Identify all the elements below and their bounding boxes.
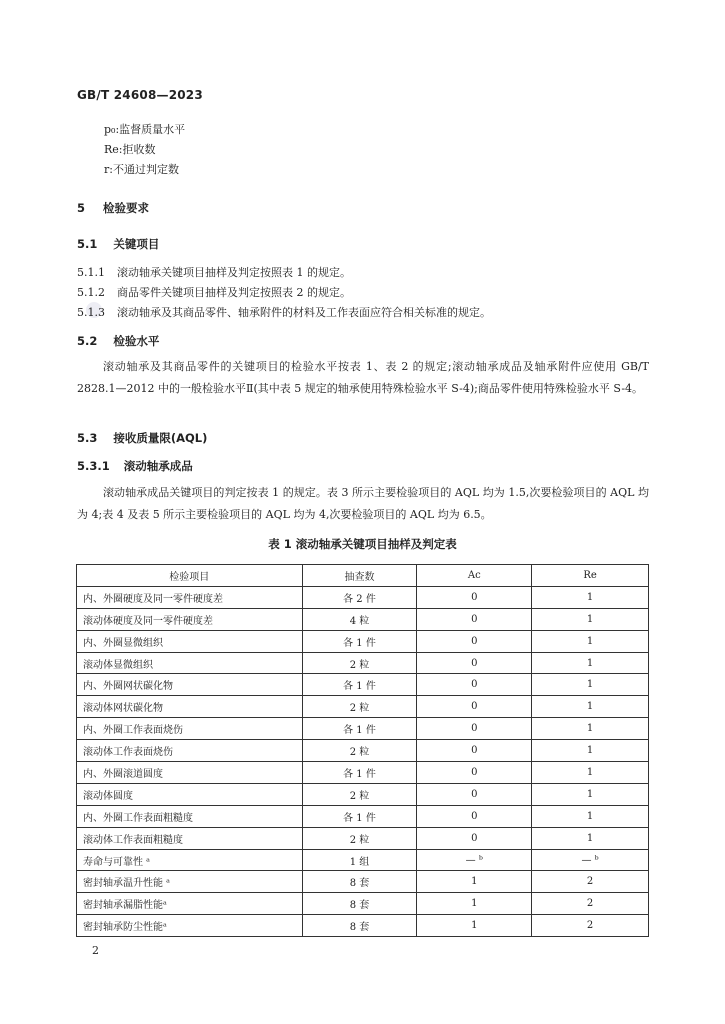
section-number: 5 [77,201,86,215]
cell-item: 寿命与可靠性 ᵃ [77,849,303,871]
cell-sample-size: 2 粒 [302,652,417,674]
cell-ac: 0 [417,718,532,740]
cell-ac: 0 [417,740,532,762]
table-row [77,762,649,784]
table-row [77,915,649,937]
cell-ac: 0 [417,696,532,718]
clause-number: 5.1.3 [77,306,105,319]
cell-item: 内、外圈显微组织 [77,630,303,652]
cell-ac: 0 [417,783,532,805]
section-title: 滚动轴承成品 [123,459,193,473]
symbol-definition-p0: p₀:监督质量水平 [104,123,186,136]
cell-re: 2 [532,893,649,915]
cell-item: 密封轴承漏脂性能ᵃ [77,893,303,915]
cell-ac: 1 [417,915,532,937]
cell-ac: 1 [417,871,532,893]
table-row [77,827,649,849]
table-header-row [77,565,649,587]
cell-re: 1 [532,827,649,849]
cell-item: 内、外圈硬度及同一零件硬度差 [77,586,303,608]
cell-sample-size: 各 1 件 [302,762,417,784]
cell-ac: 0 [417,805,532,827]
cell-re: 1 [532,586,649,608]
cell-re: 1 [532,652,649,674]
column-header-sample-size: 抽查数 [302,565,417,587]
table-row [77,586,649,608]
cell-sample-size: 8 套 [302,871,417,893]
section-5-1-heading [77,236,159,252]
cell-re: 1 [532,674,649,696]
cell-sample-size: 各 1 件 [302,630,417,652]
cell-item: 密封轴承温升性能 ᵃ [77,871,303,893]
table-row [77,783,649,805]
cell-sample-size: 各 1 件 [302,718,417,740]
cell-ac: 1 [417,893,532,915]
cell-ac: 0 [417,762,532,784]
cell-ac: 0 [417,608,532,630]
section-number: 5.3 [77,431,98,445]
table-row [77,630,649,652]
column-header-ac: Ac [417,565,532,587]
clause-number: 5.1.1 [77,266,105,279]
table-row [77,871,649,893]
section-5-3-1-heading [77,458,193,474]
table-row [77,718,649,740]
cell-re: 1 [532,762,649,784]
table-row [77,740,649,762]
cell-sample-size: 2 粒 [302,696,417,718]
clause-5-1-3 [77,304,491,320]
section-number: 5.1 [77,237,98,251]
clause-5-1-2 [77,284,351,300]
cell-re: 1 [532,805,649,827]
section-title: 关键项目 [113,237,160,251]
cell-re: 1 [532,696,649,718]
cell-item: 滚动体工作表面烧伤 [77,740,303,762]
clause-text: 滚动轴承关键项目抽样及判定按照表 1 的规定。 [117,266,351,279]
table-row [77,652,649,674]
table-row [77,696,649,718]
cell-re: 2 [532,915,649,937]
clause-text: 商品零件关键项目抽样及判定按照表 2 的规定。 [117,286,351,299]
clause-number: 5.1.2 [77,286,105,299]
symbol-definition-re: Re:拒收数 [104,143,156,156]
cell-sample-size: 2 粒 [302,827,417,849]
cell-item: 滚动体工作表面粗糙度 [77,827,303,849]
cell-sample-size: 各 2 件 [302,586,417,608]
table-row [77,674,649,696]
cell-sample-size: 各 1 件 [302,805,417,827]
cell-re: 1 [532,783,649,805]
standard-number-header: GB/T 24608—2023 [77,88,203,102]
cell-ac: 0 [417,586,532,608]
section-5-2-heading [77,333,159,349]
section-title: 接收质量限(AQL) [113,431,208,445]
cell-item: 滚动体网状碳化物 [77,696,303,718]
cell-item: 内、外圈工作表面粗糙度 [77,805,303,827]
cell-sample-size: 2 粒 [302,740,417,762]
section-5-3-heading [77,430,207,446]
clause-5-1-1 [77,264,351,280]
cell-item: 内、外圈网状碳化物 [77,674,303,696]
cell-item: 滚动体圆度 [77,783,303,805]
cell-item: 滚动体显微组织 [77,652,303,674]
cell-ac: 0 [417,674,532,696]
clause-text: 滚动轴承及其商品零件、轴承附件的材料及工作表面应符合相关标准的规定。 [117,306,491,319]
cell-sample-size: 各 1 件 [302,674,417,696]
cell-sample-size: 8 套 [302,915,417,937]
table-1 [76,564,649,937]
column-header-re: Re [532,565,649,587]
cell-re: 2 [532,871,649,893]
section-number: 5.3.1 [77,459,110,473]
cell-re: — ᵇ [532,849,649,871]
cell-item: 内、外圈工作表面烧伤 [77,718,303,740]
section-5-3-1-paragraph: 滚动轴承成品关键项目的判定按表 1 的规定。表 3 所示主要检验项目的 AQL 均为 1.5,次要检验项目的 AQL 均为 4;表 4 及表 5 所示主要检验项目的 AQL 均为 4,次要检验项目的 AQL 均为 6.5。 [77,486,649,521]
cell-sample-size: 8 套 [302,893,417,915]
cell-re: 1 [532,718,649,740]
cell-sample-size: 2 粒 [302,783,417,805]
table-row [77,805,649,827]
cell-item: 内、外圈滚道圆度 [77,762,303,784]
table-row [77,893,649,915]
column-header-item: 检验项目 [77,565,303,587]
cell-sample-size: 1 组 [302,849,417,871]
symbol-definition-r: r:不通过判定数 [104,163,179,176]
table-row [77,849,649,871]
cell-sample-size: 4 粒 [302,608,417,630]
section-5-heading [77,200,149,216]
page-number: 2 [92,944,99,957]
cell-item: 滚动体硬度及同一零件硬度差 [77,608,303,630]
section-title: 检验要求 [103,201,150,215]
table-1-caption: 表 1 滚动轴承关键项目抽样及判定表 [268,537,457,551]
cell-ac: 0 [417,630,532,652]
cell-re: 1 [532,608,649,630]
cell-item: 密封轴承防尘性能ᵃ [77,915,303,937]
cell-re: 1 [532,740,649,762]
section-title: 检验水平 [113,334,160,348]
cell-ac: 0 [417,827,532,849]
table-row [77,608,649,630]
cell-ac: — ᵇ [417,849,532,871]
section-number: 5.2 [77,334,98,348]
cell-ac: 0 [417,652,532,674]
cell-re: 1 [532,630,649,652]
section-5-2-paragraph: 滚动轴承及其商品零件的关键项目的检验水平按表 1、表 2 的规定;滚动轴承成品及轴承附件应使用 GB/T 2828.1—2012 中的一般检验水平Ⅱ(其中表 5 规定的轴承使用特殊检验水平 S-4);商品零件使用特殊检验水平 S-4。 [77,360,649,395]
